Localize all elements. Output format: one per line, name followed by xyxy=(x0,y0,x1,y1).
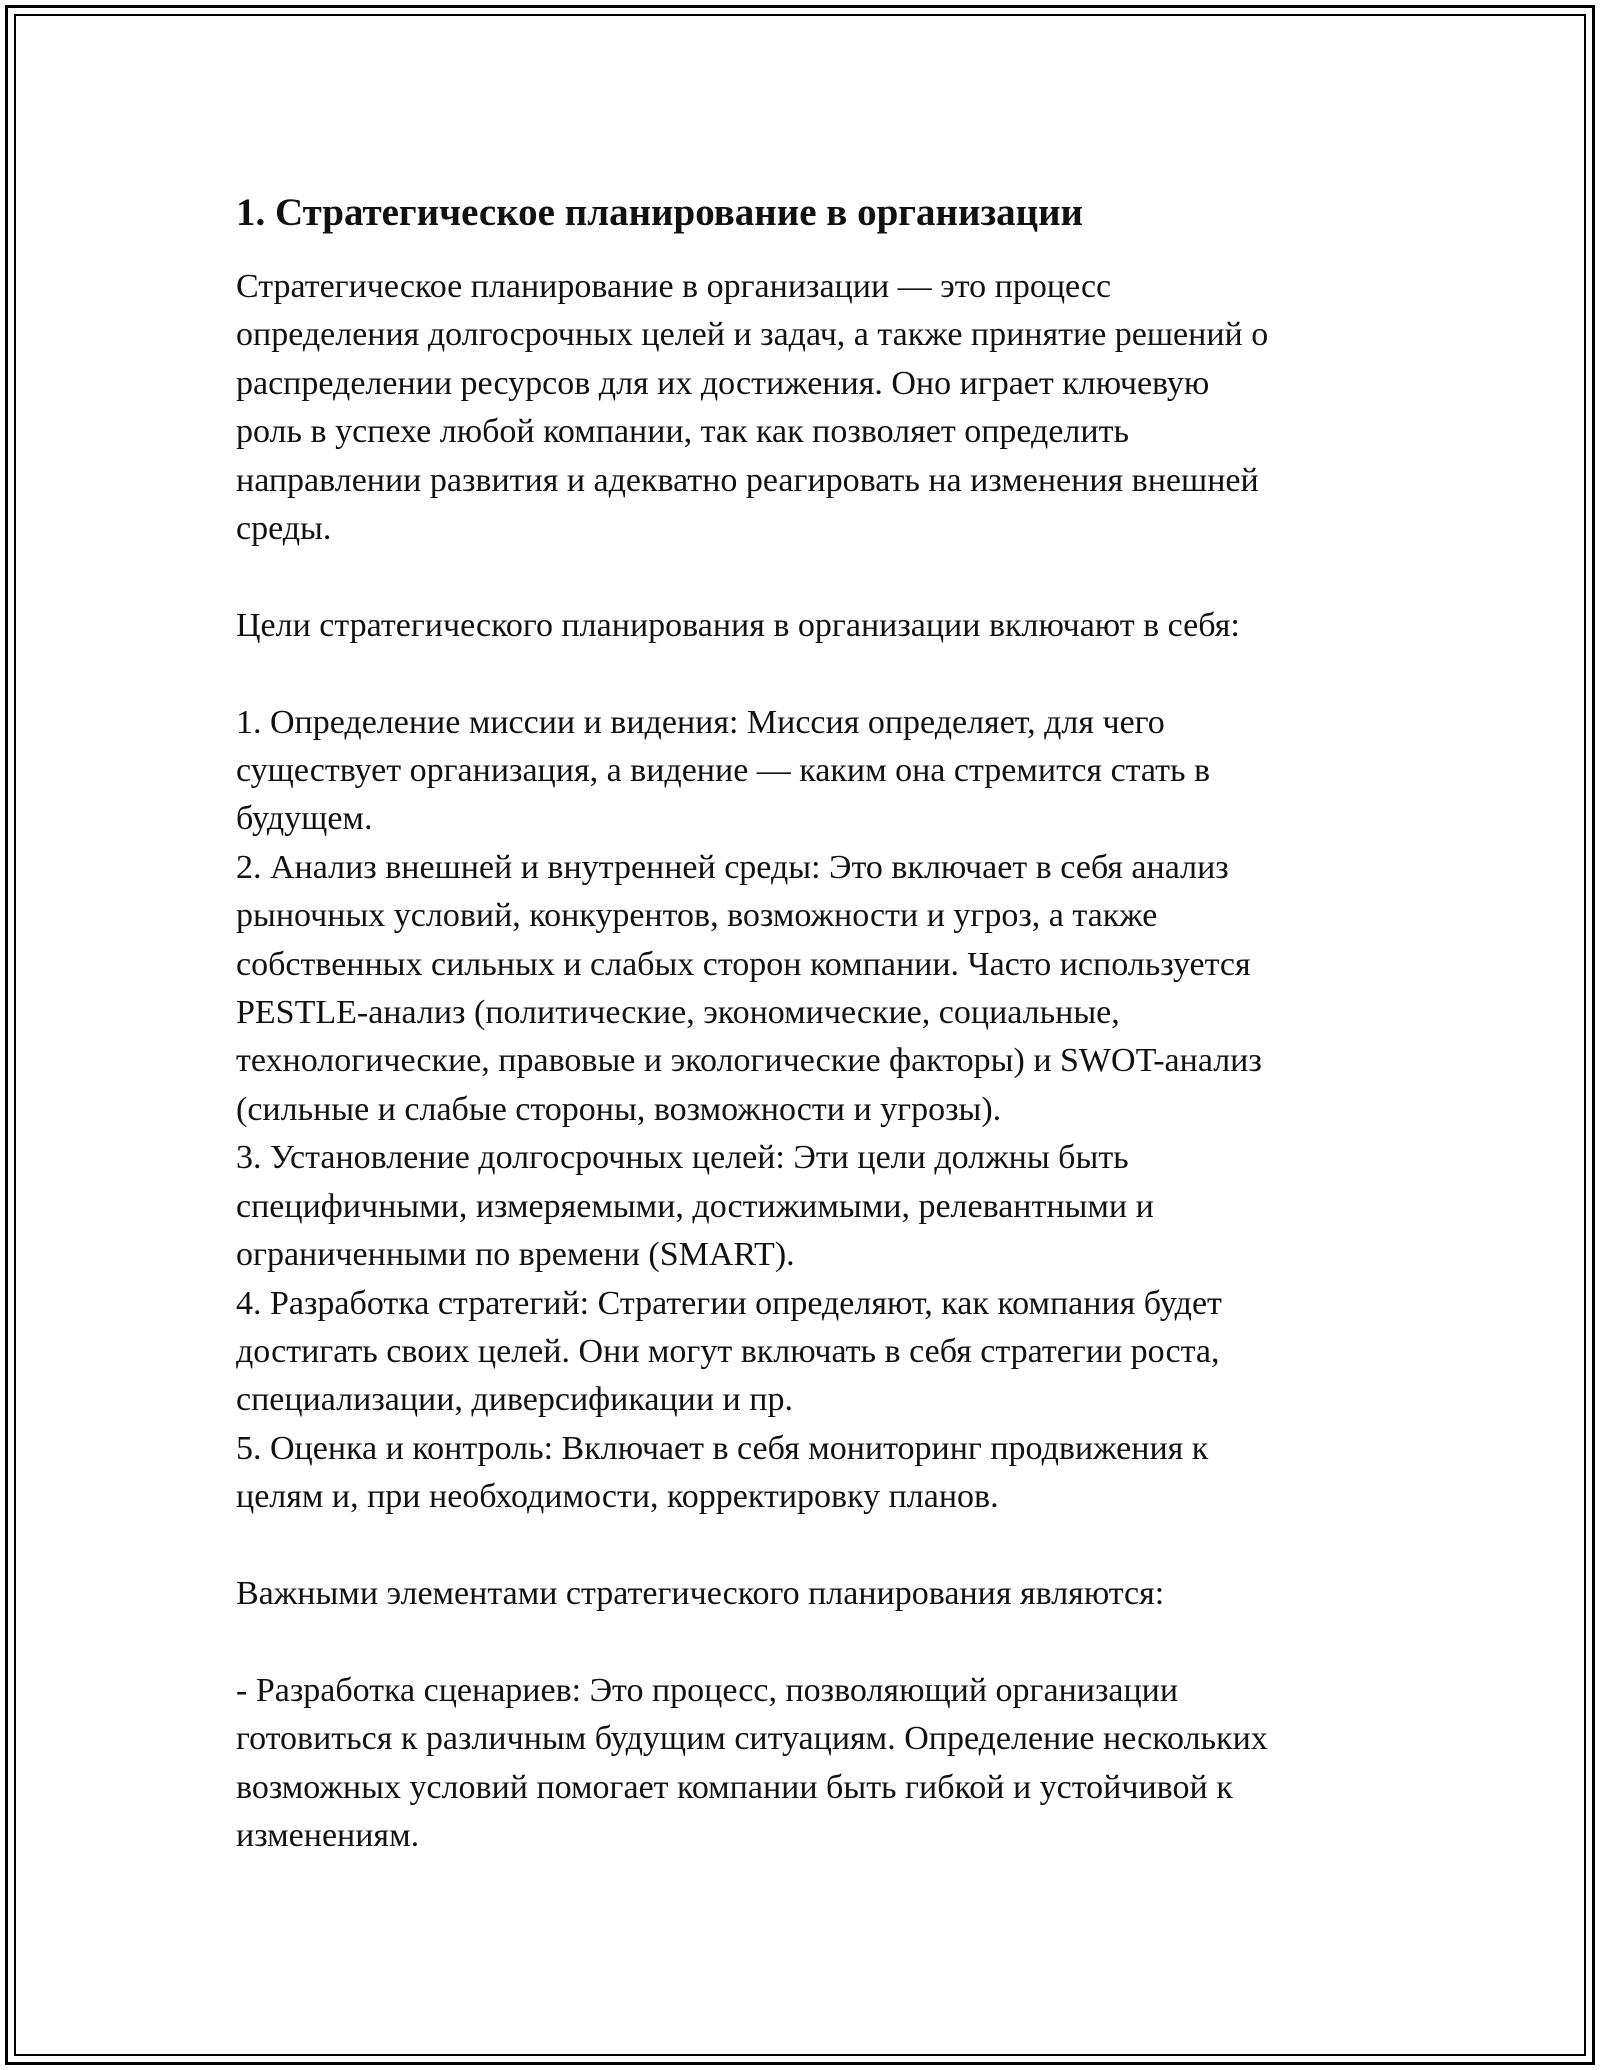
element-item-1: - Разработка сценариев: Это процесс, позволяющий организации готовиться к различным будущим ситуациям. Определение нескольких возможных условий помогает компании быть гибкой и устойчивой к изменениям. xyxy=(236,1671,1268,1854)
goal-item-4: 4. Разработка стратегий: Стратегии определяют, как компания будет достигать своих целей. Они могут включать в себя стратегии роста, специализации, диверсификации и пр. xyxy=(236,1284,1222,1419)
paragraph-spacer xyxy=(236,553,1366,601)
goal-item-1: 1. Определение миссии и видения: Миссия определяет, для чего существует организация, а видение — каким она стремится стать в будущем. xyxy=(236,703,1211,838)
paragraph-spacer xyxy=(236,1522,1366,1570)
goal-item-3: 3. Установление долгосрочных целей: Эти цели должны быть специфичными, измеряемыми, достижимыми, релевантными и ограниченными по времени (SMART). xyxy=(236,1139,1154,1274)
intro-paragraph: Стратегическое планирование в организации — это процесс определения долгосрочных целей и задач, а также принятие решений о распределении ресурсов для их достижения. Оно играет ключевую роль в успехе любой компании, так как позволяет определить направлении развития и адекватно реагировать на изменения внешней среды. xyxy=(236,268,1269,548)
goal-item-5: 5. Оценка и контроль: Включает в себя мониторинг продвижения к целям и, при необходимости, корректировку планов. xyxy=(236,1429,1209,1516)
document-body xyxy=(236,187,1366,1860)
goal-item-2: 2. Анализ внешней и внутренней среды: Это включает в себя анализ рыночных условий, конкурентов, возможности и угроз, а также собственных сильных и слабых сторон компании. Часто используется PESTLE-анализ (политические, экономические, социальные, технологические, правовые и экологические факторы) и SWOT-анализ (сильные и слабые стороны, возможности и угрозы). xyxy=(236,848,1262,1128)
elements-heading: Важными элементами стратегического планирования являются: xyxy=(236,1574,1165,1612)
section-heading: 1. Стратегическое планирование в организации xyxy=(236,191,1084,234)
paragraph-spacer xyxy=(236,1618,1366,1666)
goals-heading: Цели стратегического планирования в организации включают в себя: xyxy=(236,606,1240,644)
paragraph-spacer xyxy=(236,650,1366,698)
